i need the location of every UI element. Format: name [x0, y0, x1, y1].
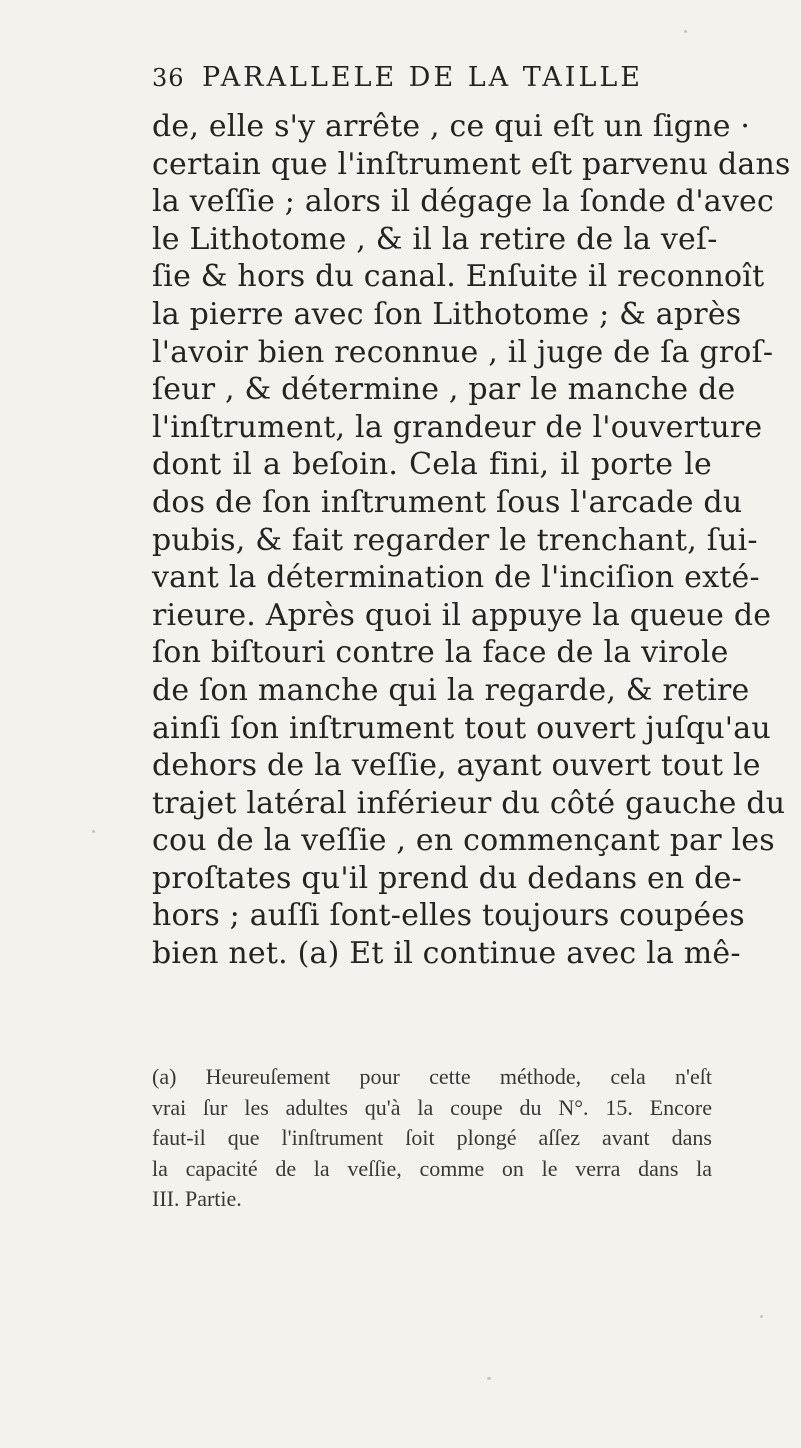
text-line: hors ; auſſi ſont-elles toujours coupées	[152, 898, 745, 934]
text-line: proſtates qu'il prend du dedans en de-	[152, 860, 742, 896]
text-line: ſon biſtouri contre la face de la virole	[152, 635, 729, 671]
text-line: vant la détermination de l'inciſion exté-	[152, 560, 760, 596]
text-line: la pierre avec ſon Lithotome ; & après	[152, 296, 742, 332]
running-title: PARALLELE DE LA TAILLE	[202, 62, 644, 93]
footnote-line: (a) Heureuſement pour cette méthode, cela n'eſt	[152, 1064, 712, 1089]
text-line: de, elle s'y arrête , ce qui eſt un ſigne ·	[152, 109, 751, 144]
text-line: ſie & hors du canal. Enſuite il reconnoît	[152, 259, 765, 295]
page-number: 36	[152, 64, 185, 92]
paper-speck	[684, 30, 687, 33]
page-header	[152, 62, 712, 102]
footnote-line: la capacité de la veſſie, comme on le verra dans la	[152, 1155, 712, 1181]
text-line: bien net. (a) Et il continue avec la mê-	[152, 936, 741, 972]
paper-speck	[760, 1315, 763, 1318]
text-line: de ſon manche qui la regarde, & retire	[152, 672, 750, 708]
text-line: l'inſtrument, la grandeur de l'ouverture	[152, 409, 763, 445]
text-line: dehors de la veſſie, ayant ouvert tout le	[152, 748, 761, 784]
main-text	[152, 108, 791, 973]
text-line: ainſi ſon inſtrument tout ouvert juſqu'au	[152, 710, 771, 746]
text-line: trajet latéral inférieur du côté gauche du	[152, 785, 786, 821]
paper-speck	[487, 1377, 491, 1380]
text-line: le Lithotome , & il la retire de la veſ-	[152, 221, 718, 257]
footnote	[152, 1062, 712, 1215]
text-line: l'avoir bien reconnue , il juge de ſa groſ-	[152, 334, 774, 370]
footnote-line: III. Partie.	[152, 1186, 242, 1211]
footnote-line: vrai ſur les adultes qu'à la coupe du N°. 15. Encore	[152, 1094, 712, 1120]
text-line: pubis, & fait regarder le trenchant, ſui-	[152, 522, 758, 558]
text-line: rieure. Après quoi il appuye la queue de	[152, 597, 772, 633]
text-line: ſeur , & détermine , par le manche de	[152, 372, 736, 408]
text-line: dont il a beſoin. Cela fini, il porte le	[152, 447, 712, 483]
text-line: certain que l'inſtrument eſt parvenu dans	[152, 146, 791, 182]
text-line: la veſſie ; alors il dégage la ſonde d'avec	[152, 184, 774, 220]
footnote-line: faut-il que l'inſtrument ſoit plongé aſſez avant dans	[152, 1125, 712, 1150]
text-line: dos de ſon inſtrument ſous l'arcade du	[152, 484, 743, 520]
text-line: cou de la veſſie , en commençant par les	[152, 823, 775, 859]
paper-speck	[92, 830, 95, 833]
